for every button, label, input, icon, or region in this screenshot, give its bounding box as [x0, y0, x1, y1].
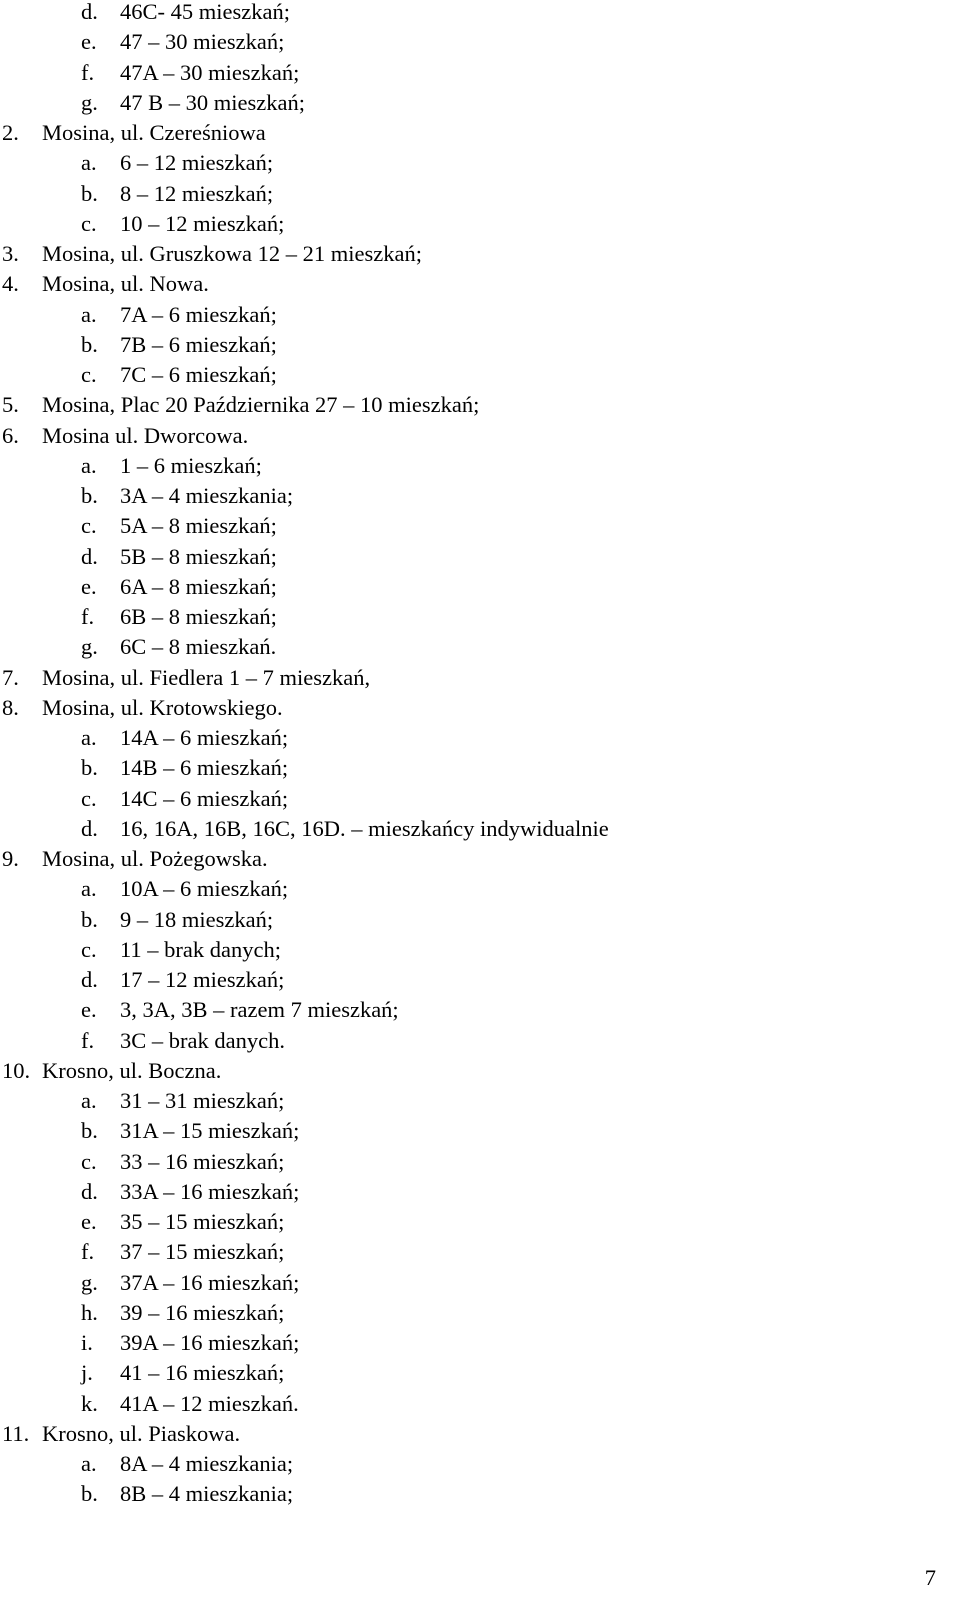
list-item-number: g.	[81, 634, 98, 660]
list-item-number: 9.	[2, 846, 19, 871]
list-item-main	[0, 1056, 900, 1086]
list-item-sub	[0, 0, 900, 27]
list-item-number: f.	[81, 1027, 95, 1053]
list-item-text: Mosina, ul. Czereśniowa	[42, 120, 266, 145]
list-item-number: b.	[81, 1118, 98, 1144]
list-item-sub	[0, 300, 900, 330]
list-item-text: 35 – 15 mieszkań;	[120, 1209, 285, 1234]
list-item-sub	[0, 1328, 900, 1358]
list-item-sub	[0, 602, 900, 632]
list-item-main	[0, 239, 900, 269]
list-item-number: d.	[81, 815, 98, 841]
list-item-sub	[0, 1298, 900, 1328]
list-item-sub	[0, 1268, 900, 1298]
list-item-text: 31A – 15 mieszkań;	[120, 1118, 300, 1144]
list-item-number: e.	[81, 997, 97, 1023]
list-item-text: 37 – 15 mieszkań;	[120, 1239, 285, 1265]
list-item-main	[0, 663, 900, 693]
list-item-sub	[0, 995, 900, 1025]
list-item-text: 14A – 6 mieszkań;	[120, 725, 289, 750]
list-item-sub	[0, 542, 900, 572]
list-item-number: j.	[81, 1360, 93, 1386]
list-item-number: d.	[81, 543, 98, 569]
list-item-number: h.	[81, 1299, 98, 1325]
list-item-text: 41A – 12 mieszkań.	[120, 1390, 299, 1416]
list-item-number: 4.	[2, 271, 19, 297]
list-item-sub	[0, 148, 900, 178]
list-item-text: 7A – 6 mieszkań;	[120, 301, 277, 327]
list-item-text: 3, 3A, 3B – razem 7 mieszkań;	[120, 997, 399, 1023]
list-item-number: 10.	[2, 1057, 31, 1083]
list-item-sub	[0, 905, 900, 935]
list-item-number: f.	[81, 1239, 95, 1265]
list-item-sub	[0, 58, 900, 88]
list-item-number: 5.	[2, 392, 19, 418]
list-item-number: a.	[81, 1088, 97, 1113]
list-item-number: c.	[81, 513, 97, 539]
list-item-text: 46C- 45 mieszkań;	[120, 0, 290, 24]
list-item-sub	[0, 511, 900, 541]
list-item-number: e.	[81, 1209, 97, 1234]
list-item-text: 9 – 18 mieszkań;	[120, 906, 274, 932]
list-item-text: 17 – 12 mieszkań;	[120, 967, 285, 992]
list-item-text: 16, 16A, 16B, 16C, 16D. – mieszkańcy indywidualnie	[120, 815, 609, 841]
list-item-sub	[0, 874, 900, 904]
list-item-text: 47 – 30 mieszkań;	[120, 29, 285, 55]
list-item-text: Mosina, ul. Pożegowska.	[42, 846, 268, 871]
list-item-text: Mosina, ul. Fiedlera 1 – 7 mieszkań,	[42, 664, 371, 690]
list-item-number: 11.	[2, 1420, 30, 1446]
list-item-number: i.	[81, 1330, 93, 1355]
list-item-sub	[0, 814, 900, 844]
list-item-text: Krosno, ul. Piaskowa.	[42, 1420, 241, 1446]
list-item-sub	[0, 784, 900, 814]
page-number: 7	[924, 1565, 936, 1590]
list-item-sub	[0, 935, 900, 965]
list-item-number: b.	[81, 180, 98, 206]
list-item-text: 33A – 16 mieszkań;	[120, 1178, 300, 1204]
list-item-number: b.	[81, 1481, 98, 1507]
list-item-number: 3.	[2, 241, 19, 266]
list-item-number: 8.	[2, 694, 19, 720]
list-item-sub	[0, 723, 900, 753]
list-item-number: c.	[81, 1148, 97, 1174]
list-item-number: e.	[81, 573, 97, 599]
list-item-text: Mosina, ul. Gruszkowa 12 – 21 mieszkań;	[42, 241, 422, 266]
list-item-text: 37A – 16 mieszkań;	[120, 1269, 300, 1295]
list-item-sub	[0, 209, 900, 239]
list-item-number: e.	[81, 29, 97, 55]
list-item-number: 2.	[2, 120, 19, 145]
list-item-number: d.	[81, 0, 98, 24]
list-item-text: 47 B – 30 mieszkań;	[120, 89, 305, 115]
list-item-text: Krosno, ul. Boczna.	[42, 1057, 222, 1083]
list-item-sub	[0, 360, 900, 390]
list-item-main	[0, 1419, 900, 1449]
list-item-number: d.	[81, 1178, 98, 1204]
list-item-text: Mosina ul. Dworcowa.	[42, 422, 249, 448]
list-item-text: 31 – 31 mieszkań;	[120, 1088, 285, 1113]
list-item-text: 5A – 8 mieszkań;	[120, 513, 277, 539]
list-item-sub	[0, 1449, 900, 1479]
list-item-text: 1 – 6 mieszkań;	[120, 452, 262, 478]
list-item-sub	[0, 1207, 900, 1237]
list-item-text: 7B – 6 mieszkań;	[120, 331, 277, 357]
list-item-text: 11 – brak danych;	[120, 936, 281, 962]
list-item-text: 7C – 6 mieszkań;	[120, 362, 277, 387]
list-item-text: 6 – 12 mieszkań;	[120, 150, 274, 176]
list-item-sub	[0, 1086, 900, 1116]
list-item-main	[0, 693, 900, 723]
list-item-text: Mosina, ul. Krotowskiego.	[42, 694, 283, 720]
list-item-number: 7.	[2, 664, 19, 690]
list-item-text: Mosina, Plac 20 Października 27 – 10 mieszkań;	[42, 392, 480, 418]
list-item-number: 6.	[2, 422, 19, 448]
list-item-number: c.	[81, 362, 97, 387]
list-item-text: 10 – 12 mieszkań;	[120, 210, 285, 236]
list-item-number: c.	[81, 785, 97, 811]
list-item-number: f.	[81, 604, 95, 629]
list-item-text: 8B – 4 mieszkania;	[120, 1481, 294, 1507]
list-item-sub	[0, 1177, 900, 1207]
list-item-sub	[0, 1026, 900, 1056]
list-item-text: 14B – 6 mieszkań;	[120, 755, 289, 781]
list-item-number: k.	[81, 1390, 98, 1416]
list-item-text: 6A – 8 mieszkań;	[120, 573, 277, 599]
list-item-sub	[0, 753, 900, 783]
list-item-main	[0, 269, 900, 299]
list-item-text: 3A – 4 mieszkania;	[120, 483, 294, 508]
list-item-number: a.	[81, 1451, 97, 1476]
list-item-text: 8 – 12 mieszkań;	[120, 180, 274, 206]
list-item-number: d.	[81, 967, 98, 992]
list-item-text: Mosina, ul. Nowa.	[42, 271, 209, 297]
list-item-text: 39 – 16 mieszkań;	[120, 1299, 285, 1325]
list-item-text: 8A – 4 mieszkania;	[120, 1451, 294, 1476]
list-item-sub	[0, 1358, 900, 1388]
list-item-number: g.	[81, 89, 98, 115]
list-item-text: 14C – 6 mieszkań;	[120, 785, 289, 811]
list-item-number: g.	[81, 1269, 98, 1295]
list-item-sub	[0, 1147, 900, 1177]
list-item-number: c.	[81, 936, 97, 962]
list-item-text: 6C – 8 mieszkań.	[120, 634, 277, 660]
list-item-sub	[0, 330, 900, 360]
list-item-main	[0, 844, 900, 874]
list-item-number: a.	[81, 301, 97, 327]
list-item-sub	[0, 965, 900, 995]
list-item-sub	[0, 88, 900, 118]
list-item-sub	[0, 1479, 900, 1509]
list-item-number: a.	[81, 150, 97, 176]
list-item-sub	[0, 572, 900, 602]
list-item-sub	[0, 1237, 900, 1267]
list-item-main	[0, 118, 900, 148]
list-item-sub	[0, 632, 900, 662]
list-item-sub	[0, 27, 900, 57]
list-item-number: a.	[81, 876, 97, 902]
list-item-sub	[0, 179, 900, 209]
list-item-sub	[0, 451, 900, 481]
list-item-number: a.	[81, 725, 97, 750]
list-item-text: 47A – 30 mieszkań;	[120, 59, 300, 85]
list-item-number: f.	[81, 59, 95, 85]
list-item-text: 39A – 16 mieszkań;	[120, 1330, 300, 1355]
list-item-number: b.	[81, 906, 98, 932]
list-item-main	[0, 390, 900, 420]
list-item-main	[0, 421, 900, 451]
list-item-text: 10A – 6 mieszkań;	[120, 876, 289, 902]
list-item-number: c.	[81, 210, 97, 236]
list-item-sub	[0, 481, 900, 511]
list-item-text: 6B – 8 mieszkań;	[120, 604, 277, 629]
list-item-sub	[0, 1389, 900, 1419]
list-item-sub	[0, 1116, 900, 1146]
list-item-number: b.	[81, 755, 98, 781]
list-item-text: 3C – brak danych.	[120, 1027, 285, 1053]
list-item-text: 5B – 8 mieszkań;	[120, 543, 277, 569]
list-item-text: 33 – 16 mieszkań;	[120, 1148, 285, 1174]
list-item-number: b.	[81, 483, 98, 508]
list-item-number: a.	[81, 452, 97, 478]
list-item-number: b.	[81, 331, 98, 357]
list-item-text: 41 – 16 mieszkań;	[120, 1360, 285, 1386]
